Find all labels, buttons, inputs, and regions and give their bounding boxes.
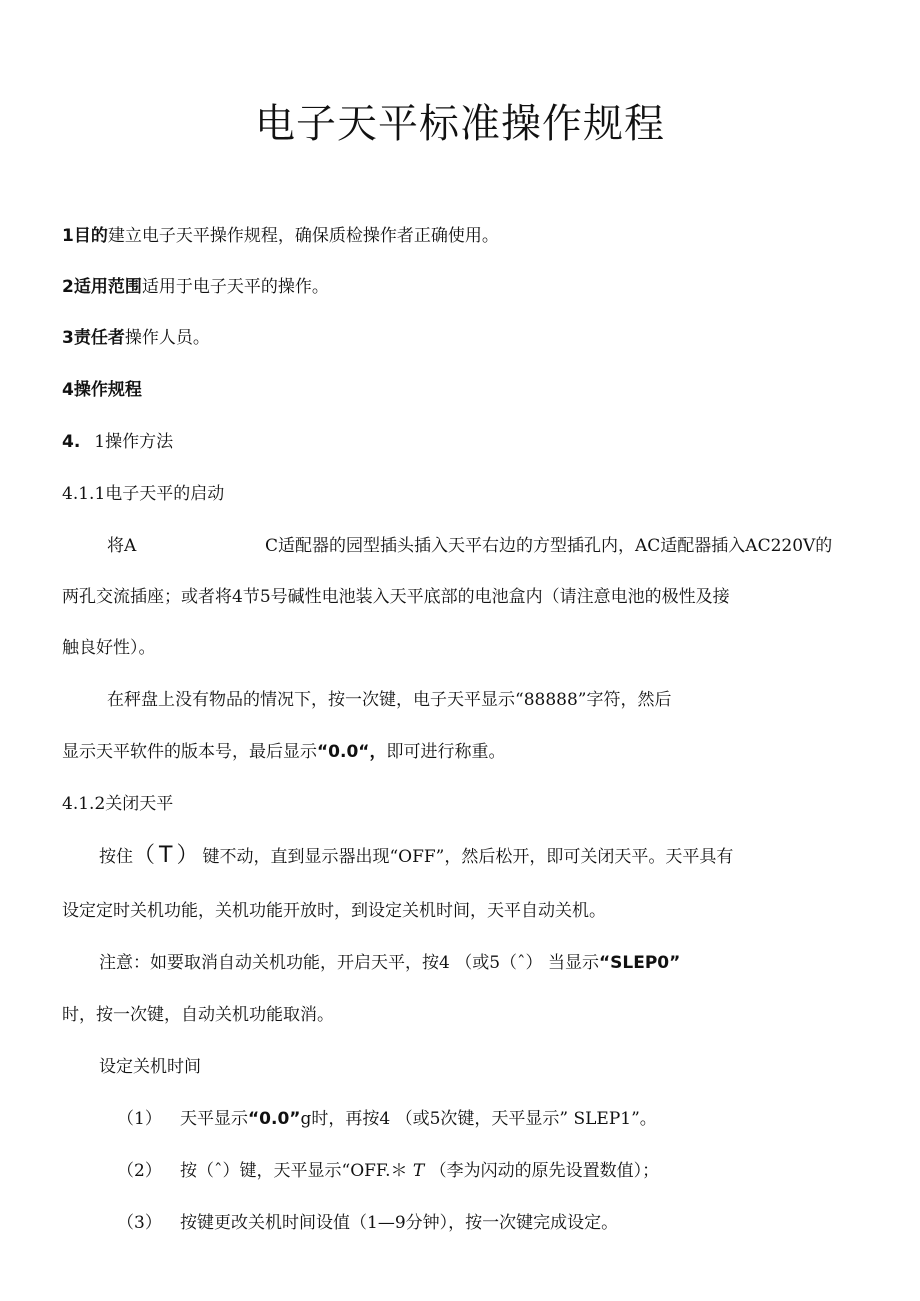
section-heading: 责任者 (73, 328, 125, 348)
section-number: 4. (62, 432, 81, 452)
step-text-end: g时，再按4 （或5次键，天平显示” SLEP1”。 (300, 1109, 657, 1129)
p3-text: 按住 (99, 847, 133, 867)
p2-text-end: 即可进行称重。 (386, 742, 506, 762)
p1-part-b: C适配器的园型插头插入天平右边的方型插孔内，AC适配器插入AC220V的 (265, 536, 833, 556)
section-3 (62, 326, 210, 350)
page-title: 电子天平标准操作规程 (255, 101, 665, 147)
step-1-text (180, 1107, 657, 1131)
p1-line-3: 触良好性）。 (62, 638, 156, 658)
section-1 (62, 224, 499, 248)
p3-text-end: 键不动，直到显示器出现“OFF”，然后松开，即可关闭天平。天平具有 (202, 847, 734, 867)
p4-line-2: 时，按一次键，自动关机功能取消。 (62, 1005, 334, 1025)
section-4-1-1: 4.1.1电子天平的启动 (62, 484, 225, 504)
section-4-1 (62, 430, 173, 454)
italic-t: T (412, 1161, 425, 1181)
section-heading: 操作规程 (73, 380, 142, 400)
section-4-1-2: 4.1.2关闭天平 (62, 794, 174, 814)
p2-line-2 (62, 740, 505, 764)
p1-part-a: 将A (107, 536, 137, 556)
t-key-label: （T） (133, 843, 203, 868)
section-number: 3 (62, 328, 74, 348)
p2-line-1: 在秤盘上没有物品的情况下，按一次键，电子天平显示“88888”字符，然后 (107, 690, 672, 710)
step-2-number: （2） (117, 1161, 162, 1181)
section-number: 4 (62, 380, 74, 400)
p3-line-1 (99, 844, 733, 869)
section-number: 1 (62, 226, 74, 246)
display-value: “0.0” (248, 1109, 301, 1129)
section-text: 操作人员。 (124, 328, 210, 348)
step-3-text: 按键更改关机时间设值（1—9分钟），按一次键完成设定。 (180, 1213, 619, 1233)
display-value: “SLEP0” (598, 953, 681, 973)
p1-line-2: 两孔交流插座；或者将4节5号碱性电池装入天平底部的电池盒内（请注意电池的极性及接 (62, 587, 730, 607)
section-text: 建立电子天平操作规程，确保质检操作者正确使用。 (107, 226, 499, 246)
section-text: 适用于电子天平的操作。 (141, 277, 329, 297)
p5-heading: 设定关机时间 (99, 1057, 201, 1077)
section-2 (62, 275, 329, 299)
step-2-text (180, 1159, 659, 1183)
p2-text: 显示天平软件的版本号，最后显示 (62, 742, 317, 762)
step-text: 按（ˆ）键，天平显示“OFF.＊ (180, 1161, 413, 1181)
p4-text: 注意：如要取消自动关机功能，开启天平，按4 （或5（ˆ） 当显示 (99, 953, 599, 973)
p4-line-1 (99, 951, 680, 975)
section-number: 2 (62, 277, 74, 297)
section-4 (62, 378, 142, 402)
step-3-number: （3） (117, 1213, 162, 1233)
step-1-number: （1） (117, 1109, 162, 1129)
display-value: “0.0“， (317, 742, 387, 762)
section-heading: 目的 (73, 226, 108, 246)
section-text: 1操作方法 (94, 432, 174, 452)
section-heading: 适用范围 (73, 277, 142, 297)
step-text-end: （李为闪动的原先设置数值）； (424, 1161, 660, 1181)
step-text: 天平显示 (180, 1109, 248, 1129)
p3-line-2: 设定定时关机功能，关机功能开放时，到设定关机时间，天平自动关机。 (62, 901, 606, 921)
